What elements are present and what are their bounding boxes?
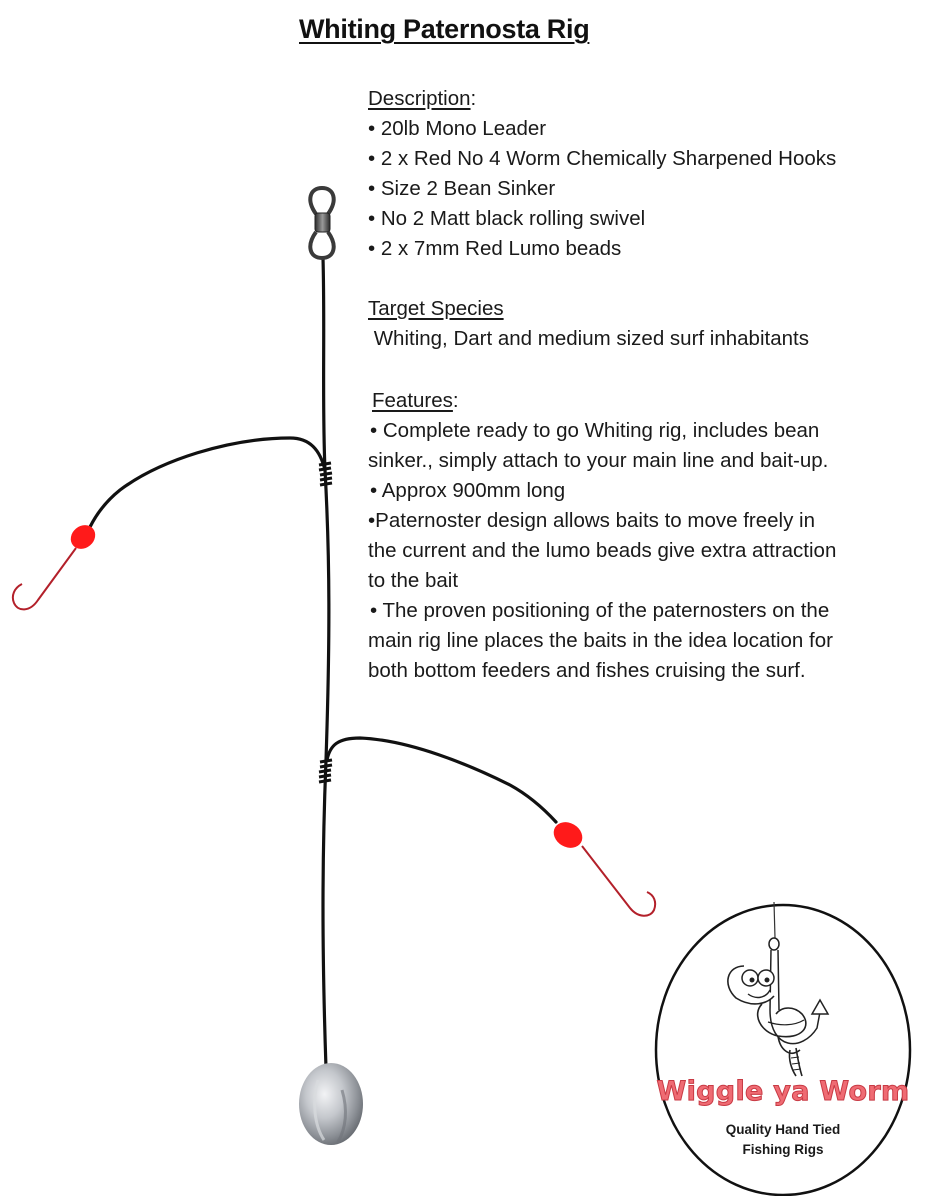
features-line: • Approx 900mm long xyxy=(370,479,566,502)
description-item: • Size 2 Bean Sinker xyxy=(368,177,556,200)
features-line: main rig line places the baits in the idea location for xyxy=(368,629,833,652)
lower-hook-icon xyxy=(582,846,655,916)
upper-bead-icon xyxy=(66,520,100,554)
features-heading: Features xyxy=(372,389,453,412)
logo-tagline: Quality Hand Tied xyxy=(725,1122,841,1137)
description-item: • 2 x 7mm Red Lumo beads xyxy=(368,237,622,260)
sinker-icon xyxy=(299,1063,363,1145)
features-line: to the bait xyxy=(368,569,459,592)
description-item: • No 2 Matt black rolling swivel xyxy=(368,207,646,230)
features-line: • The proven positioning of the paternosters on the xyxy=(370,599,830,622)
swivel-icon xyxy=(310,188,333,258)
lower-dropper xyxy=(327,738,556,822)
upper-dropper xyxy=(90,438,325,527)
description-item: • 2 x Red No 4 Worm Chemically Sharpened Hooks xyxy=(368,147,837,170)
logo-brand-name: Wiggle ya Worm xyxy=(656,1076,910,1107)
features-line: both bottom feeders and fishes cruising the surf. xyxy=(368,659,806,682)
features-line: the current and the lumo beads give extra attraction xyxy=(368,539,837,562)
description-item: • 20lb Mono Leader xyxy=(368,117,547,140)
description-section: Description: • 20lb Mono Leader • 2 x Red No 4 Worm Chemically Sharpened Hooks • Size 2 Bean Sinker • No 2 Matt black rolling swivel • 2 x 7mm Red Lumo beads xyxy=(368,84,836,264)
features-section: Features: • Complete ready to go Whiting rig, includes bean sinker., simply attach to your main line and bait-up. • Approx 900mm long •Paternoster design allows baits to move freely in the current and the lumo beads give extra attraction to the bait • The proven positioning of the paternosters on the main rig line places the baits in the idea location for both bottom feeders and fishes cruising the surf. xyxy=(368,386,836,686)
page-title: Whiting Paternosta Rig xyxy=(299,14,590,44)
features-line: • Complete ready to go Whiting rig, includes bean xyxy=(370,419,820,442)
target-species-section xyxy=(368,294,809,354)
description-heading: Description xyxy=(368,87,471,110)
target-species-text: Whiting, Dart and medium sized surf inhabitants xyxy=(368,327,809,350)
brand-logo xyxy=(652,900,914,1196)
main-line xyxy=(323,258,329,1068)
features-line: •Paternoster design allows baits to move freely in xyxy=(368,509,816,532)
upper-hook-icon xyxy=(13,548,76,609)
logo-tagline: Fishing Rigs xyxy=(742,1142,824,1157)
features-line: sinker., simply attach to your main line and bait-up. xyxy=(368,449,829,472)
target-species-heading: Target Species xyxy=(368,297,504,320)
